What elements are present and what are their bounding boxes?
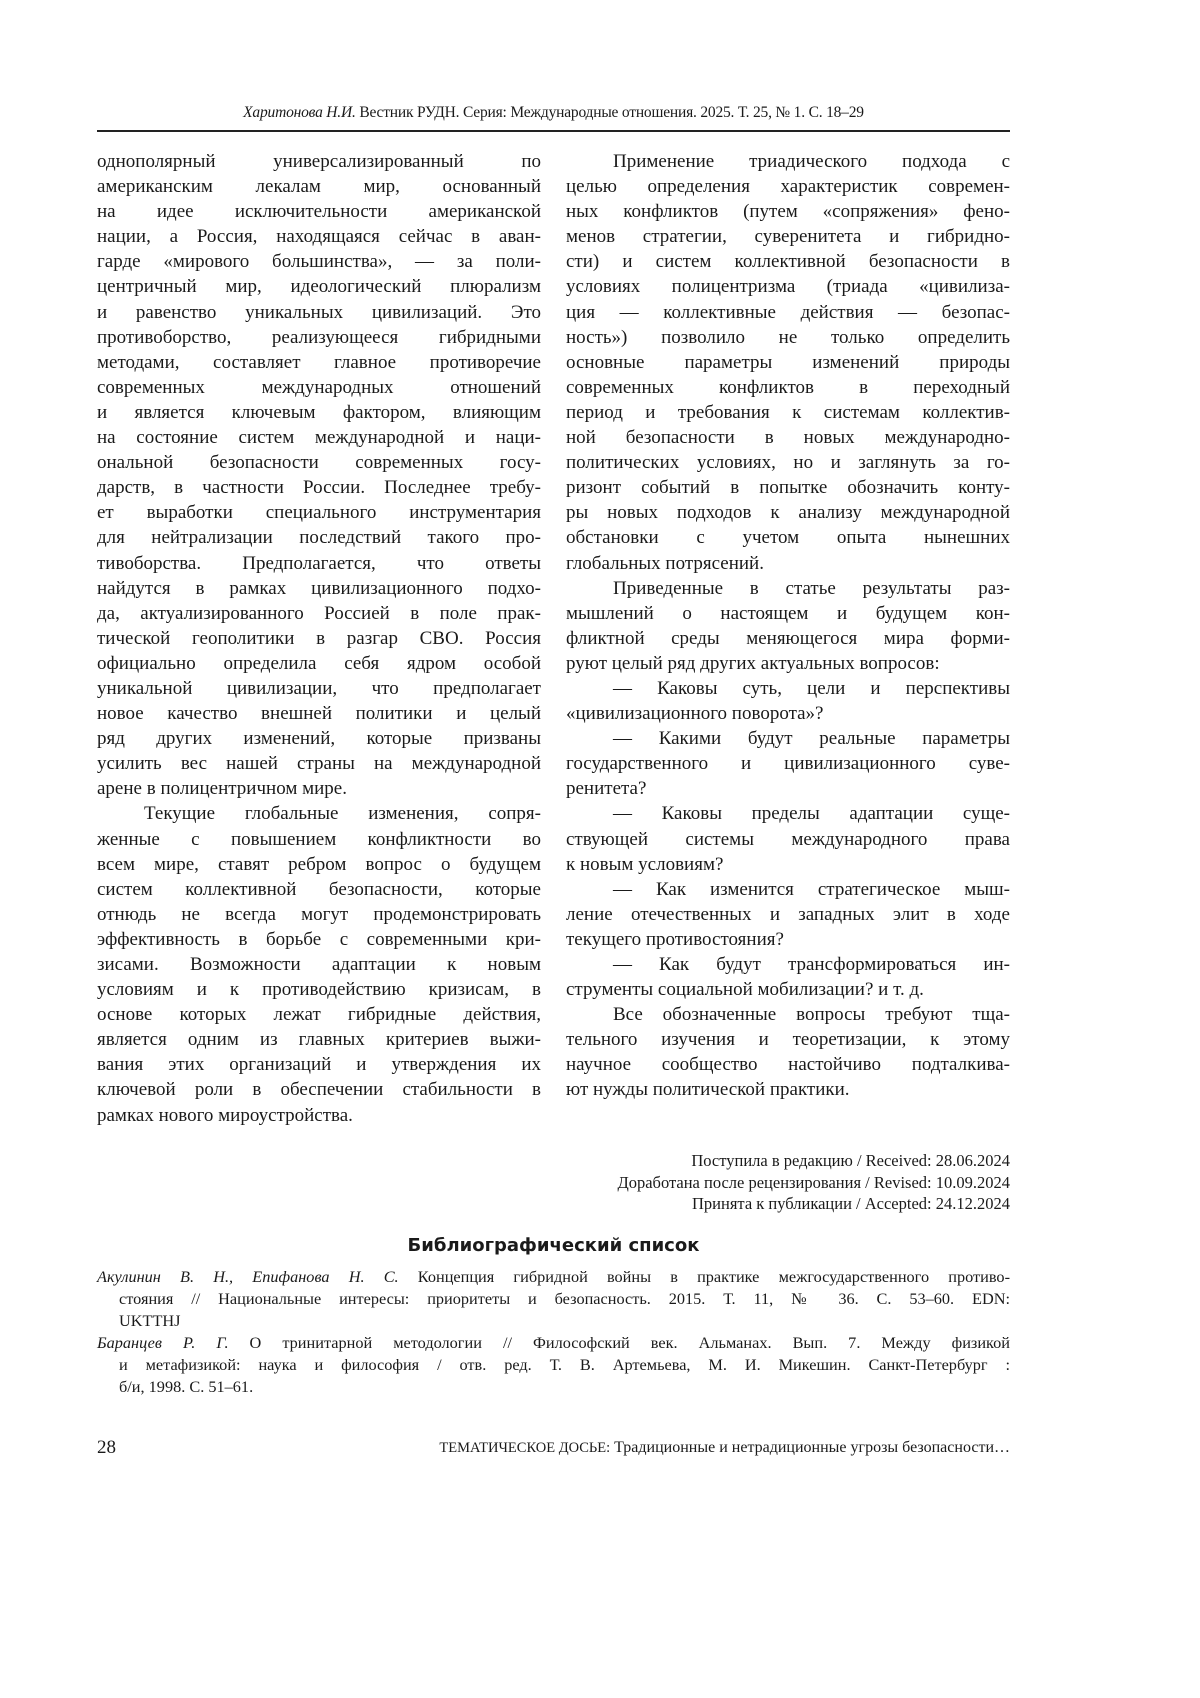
text-line: дарств, в частности России. Последнее требу- [97,475,541,500]
text-line: Текущие глобальные изменения, сопря- [97,801,541,826]
article-dates [500,1150,1010,1215]
text-line: струменты социальной мобилизации? и т. д. [566,977,1010,1002]
text-line: ных конфликтов (путем «сопряжения» фено- [566,199,1010,224]
text-line: официально определила себя ядром особой [97,651,541,676]
text-line: и равенство уникальных цивилизаций. Это [97,300,541,325]
text-line: эффективность в борьбе с современными кри- [97,927,541,952]
bibliography-line [97,1288,1010,1310]
text-line: нации, а Россия, находящаяся сейчас в аван- [97,224,541,249]
text-line: противоборство, реализующееся гибридными [97,325,541,350]
footer-title: Традиционные и нетрадиционные угрозы безопасности… [610,1439,1010,1456]
text-line: менов стратегии, суверенитета и гибридно- [566,224,1010,249]
paragraph [566,952,1010,1002]
running-header [97,104,1010,122]
text-line: обстановки с учетом опыта нынешних [566,525,1010,550]
text-line: Приведенные в статье результаты раз- [566,576,1010,601]
text-line: мышлений о настоящем и будущем кон- [566,601,1010,626]
text-line: рамках нового мироустройства. [97,1103,541,1128]
text-line: является одним из главных критериев выжи- [97,1027,541,1052]
text-line: усилить вес нашей страны на международной [97,751,541,776]
text-line: Все обозначенные вопросы требуют тща- [566,1002,1010,1027]
text-line: — Как изменится стратегическое мыш- [566,877,1010,902]
text-line: ствующей системы международного права [566,827,1010,852]
text-line: текущего противостояния? [566,927,1010,952]
text-line: отнюдь не всегда могут продемонстрировать [97,902,541,927]
text-line: арене в полицентричном мире. [97,776,541,801]
text-line: вания этих организаций и утверждения их [97,1052,541,1077]
header-rule [97,130,1010,132]
text-line: государственного и цивилизационного суве- [566,751,1010,776]
text-line: современных международных отношений [97,375,541,400]
paragraph [566,801,1010,876]
text-line: для нейтрализации последствий такого про- [97,525,541,550]
text-line: новое качество внешней политики и целый [97,701,541,726]
text-line: найдутся в рамках цивилизационного подхо- [97,576,541,601]
text-line: — Какими будут реальные параметры [566,726,1010,751]
text-line: американским лекалам мир, основанный [97,174,541,199]
paragraph [566,576,1010,676]
text-line: ет выработки специального инструментария [97,500,541,525]
text-line: методами, составляет главное противоречие [97,350,541,375]
revised-date: Доработана после рецензирования / Revised: 10.09.2024 [500,1172,1010,1194]
page-footer [439,1439,1010,1457]
text-line: ряд других изменений, которые призваны [97,726,541,751]
bibliography-line [97,1332,1010,1354]
text-line: основные параметры изменений природы [566,350,1010,375]
text-line: — Как будут трансформироваться ин- [566,952,1010,977]
page-number: 28 [97,1437,116,1459]
text-line: тической геополитики в разгар СВО. Россия [97,626,541,651]
bibliography-text: и метафизикой: наука и философия / отв. ред. Т. В. Артемьева, М. И. Микешин. Санкт-Петербург : [119,1355,1010,1374]
bibliography-line [97,1310,1010,1332]
text-line: современных конфликтов в переходный [566,375,1010,400]
paragraph [566,1002,1010,1102]
paragraph [97,801,541,1127]
text-line: условиях полицентризма (триада «цивилиза- [566,274,1010,299]
bibliography-text: О тринитарной методологии // Философский век. Альманах. Вып. 7. Между физикой [229,1333,1010,1352]
bibliography-line [97,1266,1010,1288]
accepted-date: Принята к публикации / Accepted: 24.12.2024 [500,1193,1010,1215]
paragraph [566,676,1010,726]
text-line: ление отечественных и западных элит в ходе [566,902,1010,927]
text-line: сти) и систем коллективной безопасности в [566,249,1010,274]
text-line: всем мире, ставят ребром вопрос о будущем [97,852,541,877]
text-line: ональной безопасности современных госу- [97,450,541,475]
text-line: «цивилизационного поворота»? [566,701,1010,726]
text-line: ренитета? [566,776,1010,801]
text-line: целью определения характеристик современ- [566,174,1010,199]
text-line: руют целый ряд других актуальных вопросов: [566,651,1010,676]
running-header-author: Харитонова Н.И. [243,104,356,121]
text-line: — Каковы суть, цели и перспективы [566,676,1010,701]
paragraph [566,726,1010,801]
text-line: ры новых подходов к анализу международной [566,500,1010,525]
bibliography-line [97,1376,1010,1398]
bibliography-authors: Акулинин В. Н., Епифанова Н. С. [97,1267,399,1286]
text-line: зисами. Возможности адаптации к новым [97,952,541,977]
text-line: ключевой роли в обеспечении стабильности в [97,1077,541,1102]
paragraph [566,877,1010,952]
text-line: ность») позволило не только определить [566,325,1010,350]
text-line: женные с повышением конфликтности во [97,827,541,852]
text-line: фликтной среды меняющегося мира форми- [566,626,1010,651]
text-line: период и требования к системам коллектив- [566,400,1010,425]
paragraph [566,149,1010,576]
text-line: тивоборства. Предполагается, что ответы [97,551,541,576]
bibliography-text: б/и, 1998. С. 51–61. [119,1377,253,1396]
paragraph [97,149,541,801]
text-line: уникальной цивилизации, что предполагает [97,676,541,701]
text-line: центричный мир, идеологический плюрализм [97,274,541,299]
text-line: ризонт событий в попытке обозначить конту- [566,475,1010,500]
bibliography-text: стояния // Национальные интересы: приоритеты и безопасность. 2015. Т. 11, № 36. С. 53–60. EDN: [119,1289,1010,1308]
bibliography-text: Концепция гибридной войны в практике межгосударственного противо- [399,1267,1010,1286]
footer-section: ТЕМАТИЧЕСКОЕ ДОСЬЕ: [439,1440,610,1456]
text-line: ной безопасности в новых международно- [566,425,1010,450]
bibliography-line [97,1354,1010,1376]
text-line: Применение триадического подхода с [566,149,1010,174]
bibliography-item [97,1332,1010,1398]
bibliography-text: UKTTHJ [119,1311,181,1330]
running-header-journal: Вестник РУДН. Серия: Международные отношения. 2025. Т. 25, № 1. С. 18–29 [359,104,863,121]
received-date: Поступила в редакцию / Received: 28.06.2024 [500,1150,1010,1172]
text-line: да, актуализированного Россией в поле прак- [97,601,541,626]
text-line: условиям и к противодействию кризисам, в [97,977,541,1002]
text-line: научное сообщество настойчиво подталкива- [566,1052,1010,1077]
bibliography-item [97,1266,1010,1332]
text-line: — Каковы пределы адаптации суще- [566,801,1010,826]
text-line: ют нужды политической практики. [566,1077,1010,1102]
text-line: однополярный универсализированный по [97,149,541,174]
bibliography-title: Библиографический список [97,1235,1010,1256]
text-line: гарде «мирового большинства», — за поли- [97,249,541,274]
text-line: к новым условиям? [566,852,1010,877]
bibliography-authors: Баранцев Р. Г. [97,1333,229,1352]
left-column [97,149,541,1128]
text-line: ция — коллективные действия — безопас- [566,300,1010,325]
text-line: на идее исключительности американской [97,199,541,224]
text-line: и является ключевым фактором, влияющим [97,400,541,425]
text-line: систем коллективной безопасности, которые [97,877,541,902]
text-line: глобальных потрясений. [566,551,1010,576]
text-line: на состояние систем международной и наци- [97,425,541,450]
text-line: тельного изучения и теоретизации, к этому [566,1027,1010,1052]
bibliography-list [97,1266,1010,1398]
right-column [566,149,1010,1103]
text-line: политических условиях, но и заглянуть за го- [566,450,1010,475]
text-line: основе которых лежат гибридные действия, [97,1002,541,1027]
